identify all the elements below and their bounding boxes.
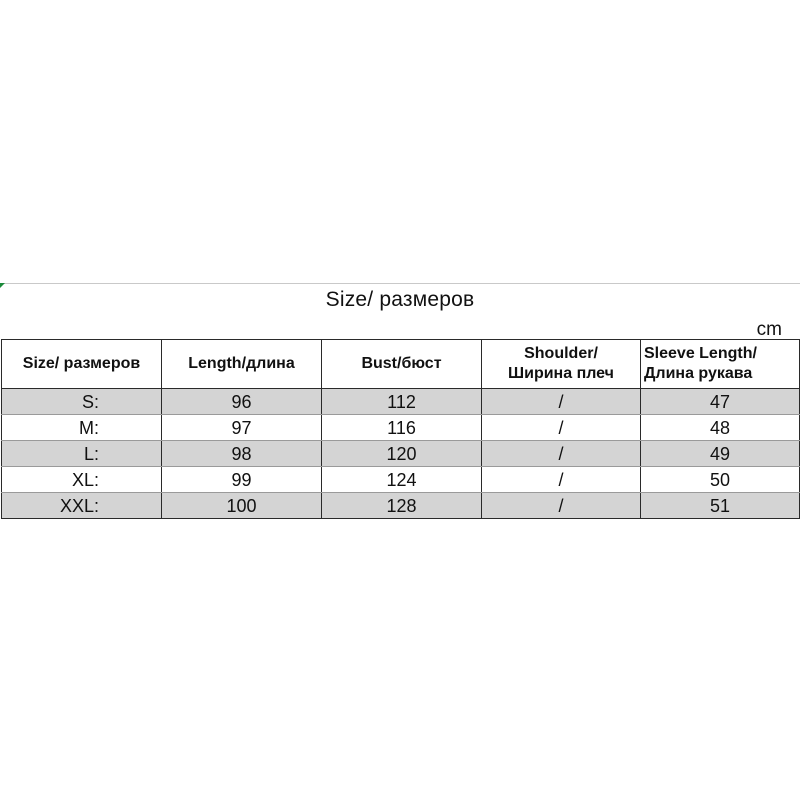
bust-cell: 112 <box>322 389 482 415</box>
header-size: Size/ размеров <box>2 340 162 389</box>
table-row <box>2 415 800 441</box>
table-row <box>2 441 800 467</box>
bust-cell: 120 <box>322 441 482 467</box>
length-cell: 97 <box>162 415 322 441</box>
shoulder-cell: / <box>482 389 641 415</box>
chart-caption: Size/ размеров <box>325 288 475 311</box>
bust-cell: 128 <box>322 493 482 519</box>
bust-cell: 116 <box>322 415 482 441</box>
header-sleeve <box>641 340 800 389</box>
shoulder-cell: / <box>482 415 641 441</box>
size-cell: S: <box>2 389 162 415</box>
header-shoulder-line1: Shoulder/ <box>524 345 598 362</box>
shoulder-cell: / <box>482 441 641 467</box>
length-cell: 98 <box>162 441 322 467</box>
size-table <box>1 339 800 519</box>
sleeve-cell: 47 <box>641 389 800 415</box>
size-cell: XL: <box>2 467 162 493</box>
header-length: Length/длина <box>162 340 322 389</box>
table-row <box>2 389 800 415</box>
header-sleeve-line2: Длина рукава <box>644 365 753 382</box>
length-cell: 99 <box>162 467 322 493</box>
table-row <box>2 467 800 493</box>
header-bust: Bust/бюст <box>322 340 482 389</box>
size-cell: XXL: <box>2 493 162 519</box>
bust-cell: 124 <box>322 467 482 493</box>
top-divider <box>1 283 800 284</box>
length-cell: 96 <box>162 389 322 415</box>
header-sleeve-line1: Sleeve Length/ <box>644 345 757 362</box>
header-shoulder <box>482 340 641 389</box>
sleeve-cell: 50 <box>641 467 800 493</box>
unit-label: cm <box>756 319 782 340</box>
header-shoulder-line2: Ширина плеч <box>508 365 614 382</box>
size-cell: M: <box>2 415 162 441</box>
length-cell: 100 <box>162 493 322 519</box>
size-chart <box>0 283 800 518</box>
shoulder-cell: / <box>482 467 641 493</box>
sleeve-cell: 51 <box>641 493 800 519</box>
sleeve-cell: 48 <box>641 415 800 441</box>
table-header-row <box>2 340 800 389</box>
table-row <box>2 493 800 519</box>
size-cell: L: <box>2 441 162 467</box>
shoulder-cell: / <box>482 493 641 519</box>
sleeve-cell: 49 <box>641 441 800 467</box>
